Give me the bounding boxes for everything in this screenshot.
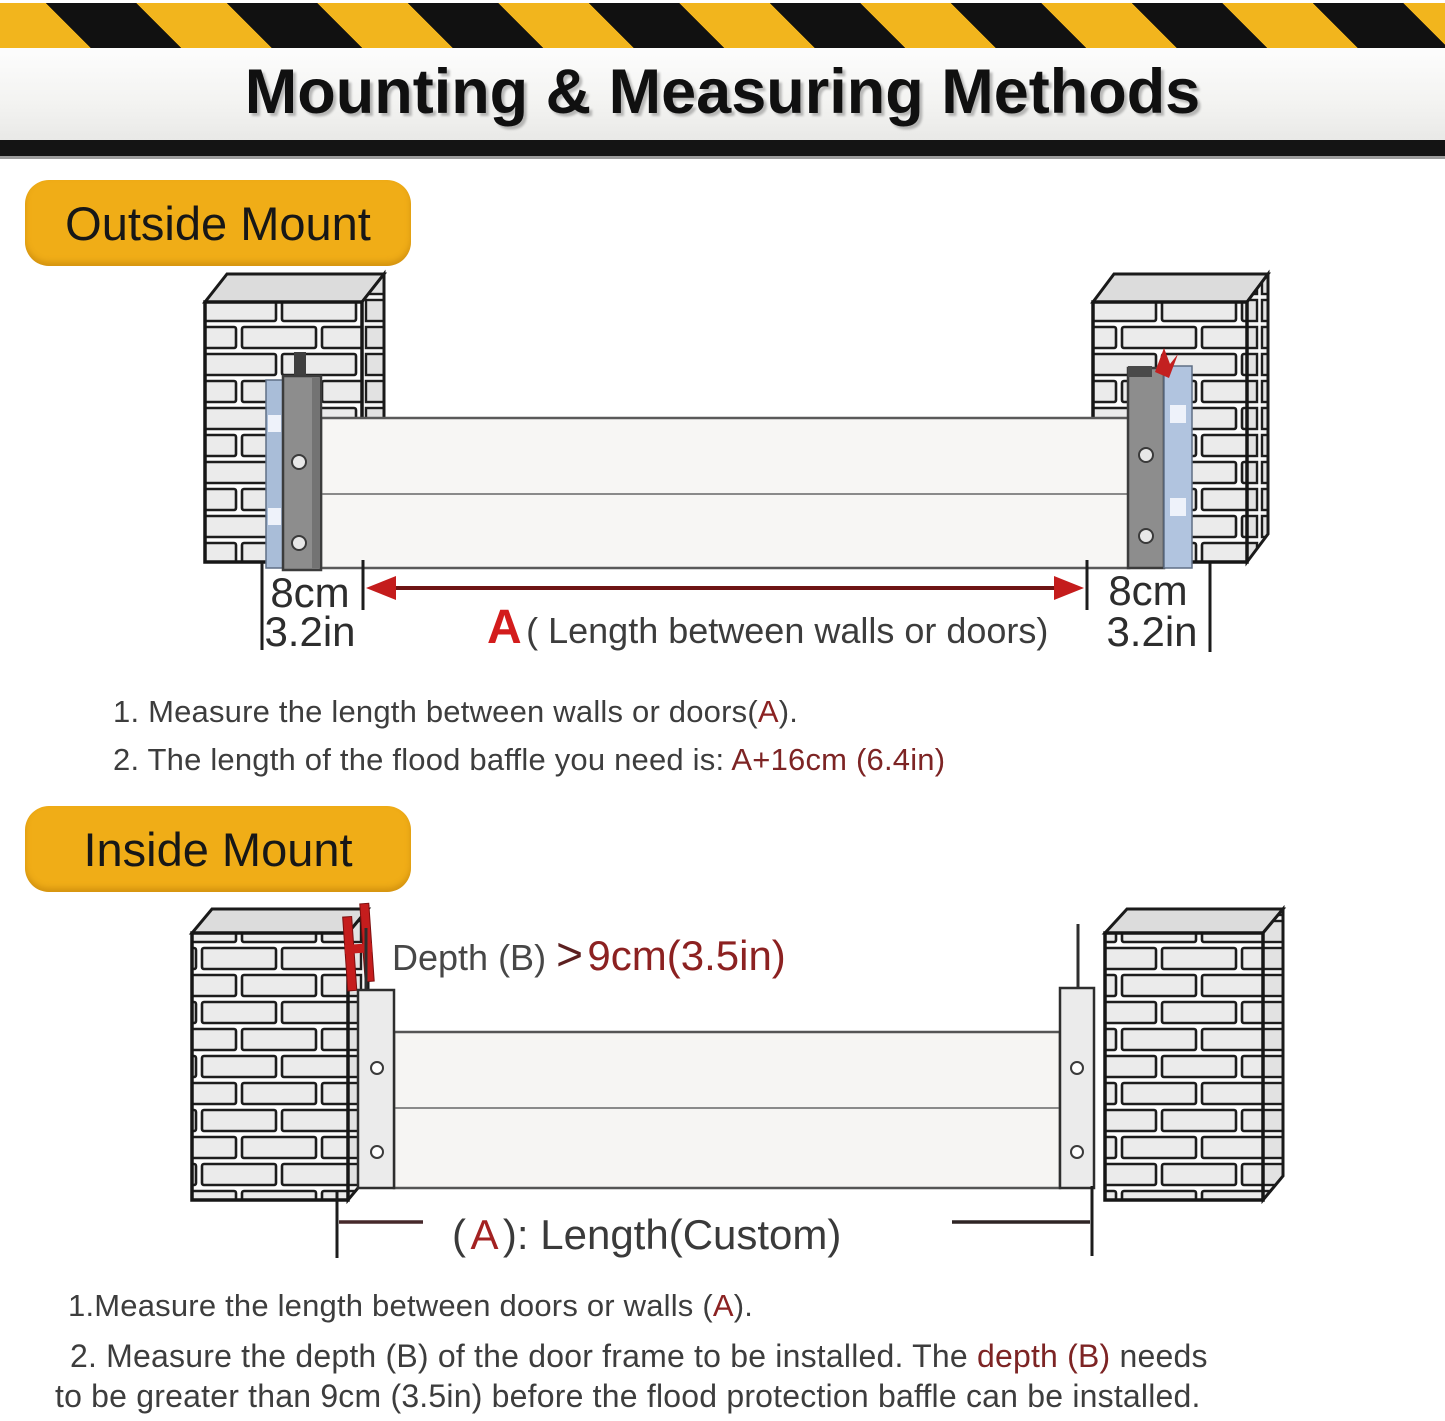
flood-barrier-panel	[394, 1032, 1060, 1188]
step-text: 2. The length of the flood baffle you need is:	[113, 742, 732, 777]
step-text: needs	[1110, 1338, 1208, 1374]
outside-mount-diagram	[0, 260, 1445, 685]
step-text: 1. Measure the length between walls or doors(	[113, 694, 758, 729]
bracket-pin	[294, 352, 306, 378]
bracket-edge-shade	[312, 378, 320, 568]
arrow-head-right	[1054, 576, 1084, 600]
depth-marker-crossbar	[345, 943, 373, 954]
screw-hole	[1071, 1146, 1083, 1158]
step-text: 1.Measure the length between doors or walls (	[68, 1288, 713, 1323]
flood-barrier-panel	[321, 418, 1129, 568]
screw-hole	[1139, 529, 1153, 543]
dim-label-cm: 8cm	[1108, 567, 1188, 614]
inside-mount-badge	[25, 806, 411, 892]
dim-label-in: 3.2in	[264, 608, 356, 655]
step-text: to be greater than 9cm (3.5in) before the flood protection baffle can be installed.	[55, 1378, 1201, 1414]
right-mount-channel	[1060, 924, 1094, 1188]
step-text: ).	[733, 1288, 754, 1323]
length-dimension	[337, 1186, 1092, 1258]
step-depth-ref: depth (B)	[976, 1338, 1111, 1374]
pillar-side-face	[1263, 909, 1283, 1200]
bracket-cap	[1128, 366, 1152, 377]
dim-label-in: 3.2in	[1106, 608, 1198, 655]
hazard-stripe-banner	[0, 3, 1445, 48]
step-text: ).	[778, 694, 799, 729]
inside-mount-badge-label: Inside Mount	[83, 822, 353, 876]
pillar-top-face	[1093, 274, 1268, 302]
step-letter-a: A	[712, 1288, 734, 1323]
inside-mount-diagram	[0, 895, 1445, 1270]
screw-hole	[292, 455, 306, 469]
seal-clip	[1170, 498, 1186, 516]
length-arrow	[366, 576, 1084, 654]
length-label: ( A ): Length(Custom)	[452, 1211, 842, 1258]
seal-clip	[268, 508, 281, 525]
pillar-top-face	[1105, 909, 1283, 933]
dimension-right-overlap	[1087, 560, 1210, 655]
step-letter-a: A	[757, 694, 779, 729]
seal-clip	[1170, 405, 1186, 423]
length-a-label: A ( Length between walls or doors)	[487, 601, 1049, 654]
step-formula: A+16cm (6.4in)	[731, 742, 946, 777]
pillar-top-face	[205, 274, 384, 302]
inside-step-2	[70, 1338, 1208, 1375]
step-text: 2. Measure the depth (B) of the door frame to be installed. The	[70, 1338, 977, 1374]
screw-hole	[1071, 1062, 1083, 1074]
inside-left-pillar	[192, 909, 368, 1200]
screw-hole	[292, 536, 306, 550]
pillar-front-face	[192, 933, 348, 1200]
outside-mount-badge	[25, 180, 411, 266]
page-title: Mounting & Measuring Methods	[244, 57, 1201, 127]
outside-step-1	[113, 694, 798, 730]
pillar-top-face	[192, 909, 368, 933]
dim-label-cm: 8cm	[270, 569, 350, 616]
screw-hole	[371, 1146, 383, 1158]
seal-clip	[268, 415, 281, 432]
seal-strip	[266, 380, 283, 568]
dimension-left-overlap	[262, 560, 363, 655]
seal-strip	[1164, 366, 1192, 568]
inside-right-pillar	[1105, 909, 1283, 1200]
title-underline-bar	[0, 140, 1445, 159]
outside-mount-badge-label: Outside Mount	[65, 196, 371, 250]
outside-step-2	[113, 742, 945, 778]
inside-step-1	[68, 1288, 753, 1324]
left-mount-bracket	[266, 352, 321, 570]
pillar-front-face	[1105, 933, 1263, 1200]
inside-step-2-continued	[55, 1378, 1201, 1415]
barrier-body	[394, 1032, 1060, 1188]
right-mount-bracket	[1128, 348, 1192, 568]
depth-label: Depth (B) > 9cm(3.5in)	[392, 928, 786, 980]
pillar-side-face	[1247, 274, 1268, 562]
screw-hole	[371, 1062, 383, 1074]
screw-hole	[1139, 448, 1153, 462]
arrow-head-left	[366, 576, 396, 600]
